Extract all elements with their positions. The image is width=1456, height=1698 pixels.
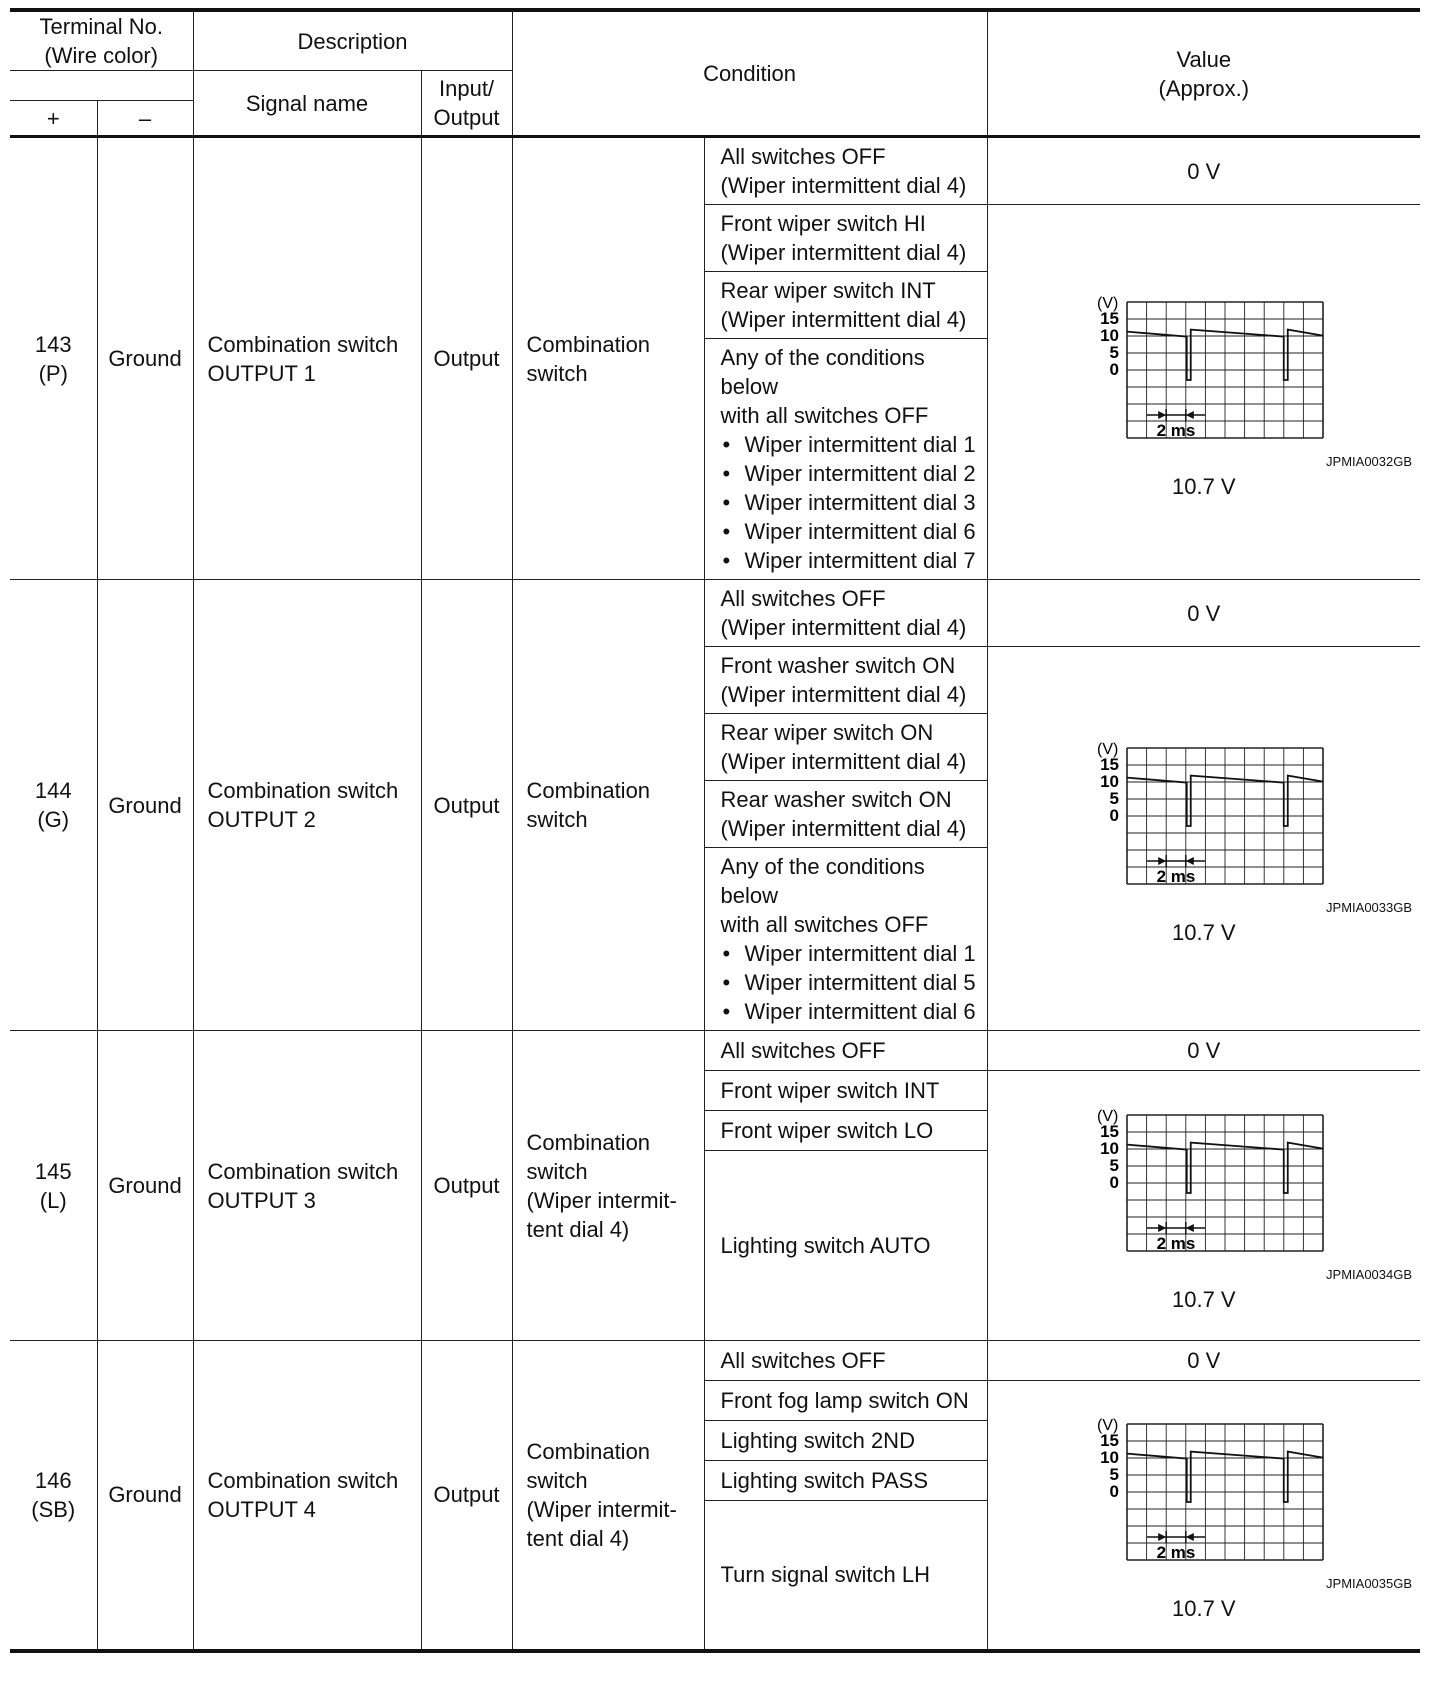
- header-value: [987, 10, 1420, 137]
- signal-name: [193, 580, 421, 1031]
- condition-line: (Wiper intermittent dial 4): [720, 173, 967, 198]
- condition-main: [512, 1031, 704, 1341]
- waveform-voltage: 10.7 V: [1171, 920, 1236, 945]
- condition-main-line: tent dial 4): [526, 1216, 630, 1242]
- condition-bullet: • Wiper intermittent dial 7: [721, 546, 979, 575]
- condition-line: (Wiper intermittent dial 4): [720, 682, 967, 707]
- waveform-tick-label: 0: [1109, 1482, 1119, 1502]
- image-id: JPMIA0034GB: [1326, 1267, 1413, 1282]
- terminal-number: 143: [34, 331, 72, 357]
- condition-item: Front fog lamp switch ON: [704, 1381, 987, 1421]
- condition-main: [512, 137, 704, 580]
- condition-bullets: [721, 939, 979, 1026]
- header-condition: Condition: [512, 10, 987, 137]
- condition-main-line: (Wiper intermit-: [526, 1187, 677, 1213]
- condition-bullet: • Wiper intermittent dial 1: [721, 939, 979, 968]
- waveform-voltage: 10.7 V: [1171, 1596, 1236, 1622]
- waveform-unit-label: (V): [1096, 1417, 1119, 1435]
- condition-main-line: switch: [526, 1467, 588, 1493]
- time-scale-label: 2 ms: [1156, 1543, 1196, 1563]
- waveform-figure: [988, 1097, 1421, 1314]
- value-cell: 0 V: [987, 580, 1420, 647]
- terminal-144: [10, 580, 97, 1031]
- header-terminal-no: Terminal No.: [39, 14, 163, 39]
- waveform-cell: [987, 647, 1420, 1031]
- waveform-graph: [1069, 1097, 1339, 1267]
- condition-main-line: switch: [526, 1158, 588, 1184]
- signal-line: Combination switch: [207, 778, 399, 803]
- condition-item: Lighting switch PASS: [704, 1461, 987, 1501]
- wire-color: (L): [39, 1187, 67, 1213]
- waveform-tick-label: 5: [1109, 789, 1119, 808]
- io-cell: Output: [421, 137, 512, 580]
- waveform-graph: [1069, 730, 1339, 900]
- time-scale-arrow: [1158, 1224, 1166, 1232]
- condition-item: Turn signal switch LH: [704, 1501, 987, 1651]
- condition-bullet: • Wiper intermittent dial 5: [721, 968, 979, 997]
- condition-item: [704, 714, 987, 781]
- waveform-tick-label: 10: [1099, 772, 1119, 791]
- waveform-tick-label: 15: [1099, 308, 1119, 328]
- signal-name: [193, 137, 421, 580]
- waveform-tick-label: 5: [1109, 342, 1119, 362]
- waveform-tick-label: 10: [1099, 325, 1119, 345]
- time-scale-arrow: [1158, 857, 1166, 865]
- waveform-voltage: 10.7 V: [1171, 1287, 1236, 1312]
- condition-item: [704, 137, 987, 205]
- condition-bullet: • Wiper intermittent dial 2: [721, 459, 979, 488]
- io-cell: Output: [421, 580, 512, 1031]
- signal-line: OUTPUT 2: [207, 807, 316, 832]
- waveform-unit-label: (V): [1096, 1108, 1119, 1125]
- signal-name: [193, 1031, 421, 1341]
- signal-line: Combination switch: [207, 1467, 399, 1493]
- condition-item: [704, 647, 987, 714]
- condition-main: [512, 1341, 704, 1651]
- condition-item: [704, 339, 987, 580]
- waveform-tick-label: 5: [1109, 1465, 1119, 1485]
- waveform-cell: [987, 205, 1420, 580]
- value-cell: 0 V: [987, 137, 1420, 205]
- time-scale-label: 2 ms: [1156, 867, 1196, 886]
- ground-cell: Ground: [97, 137, 193, 580]
- condition-bullet: • Wiper intermittent dial 6: [721, 997, 979, 1026]
- waveform-graph: [1069, 1406, 1339, 1576]
- value-cell: 0 V: [987, 1341, 1420, 1381]
- header-minus: –: [97, 101, 193, 137]
- waveform-tick-label: 0: [1109, 1173, 1119, 1192]
- condition-bullet: • Wiper intermittent dial 1: [721, 430, 979, 459]
- waveform-tick-label: 15: [1099, 755, 1119, 774]
- time-scale-arrow: [1186, 1224, 1194, 1232]
- waveform-tick-label: 15: [1099, 1431, 1119, 1451]
- condition-line: (Wiper intermittent dial 4): [720, 615, 967, 640]
- condition-main-line: (Wiper intermit-: [526, 1496, 677, 1522]
- waveform-tick-label: 0: [1109, 806, 1119, 825]
- header-input-output-label: Input/ Output: [433, 76, 500, 130]
- condition-line: Any of the conditions below: [720, 345, 925, 399]
- ground-cell: Ground: [97, 1341, 193, 1651]
- condition-bullet: • Wiper intermittent dial 3: [721, 488, 979, 517]
- wire-color: (G): [37, 807, 70, 832]
- waveform-figure: [988, 1406, 1421, 1623]
- condition-line: Rear wiper switch INT: [720, 278, 936, 303]
- condition-line: with all switches OFF: [720, 403, 929, 428]
- time-scale-label: 2 ms: [1156, 420, 1196, 440]
- io-cell: Output: [421, 1031, 512, 1341]
- condition-line: Rear wiper switch ON: [720, 720, 934, 745]
- condition-item: [704, 781, 987, 848]
- condition-main-line: Combination: [526, 331, 651, 357]
- waveform-unit-label: (V): [1096, 294, 1119, 312]
- condition-main: [512, 580, 704, 1031]
- condition-line: (Wiper intermittent dial 4): [720, 240, 967, 265]
- time-scale-arrow: [1186, 1533, 1194, 1541]
- terminal-146: [10, 1341, 97, 1651]
- terminal-145: [10, 1031, 97, 1341]
- waveform-tick-label: 10: [1099, 1448, 1119, 1468]
- condition-item: All switches OFF: [704, 1031, 987, 1071]
- waveform-figure: [988, 730, 1421, 947]
- signal-line: OUTPUT 1: [207, 360, 316, 386]
- ground-cell: Ground: [97, 1031, 193, 1341]
- condition-line: All switches OFF: [720, 144, 886, 169]
- condition-item: [704, 272, 987, 339]
- waveform-tick-label: 0: [1109, 359, 1119, 379]
- condition-main-line: Combination: [526, 1129, 651, 1155]
- signal-line: Combination switch: [207, 331, 399, 357]
- time-scale-arrow: [1158, 1533, 1166, 1541]
- image-id: JPMIA0032GB: [1326, 453, 1413, 469]
- condition-main-line: switch: [526, 807, 588, 832]
- condition-item: Lighting switch AUTO: [704, 1151, 987, 1341]
- header-terminal: [10, 10, 193, 71]
- header-input-output: [421, 71, 512, 137]
- waveform-figure: [988, 284, 1421, 501]
- condition-main-line: tent dial 4): [526, 1525, 630, 1551]
- wire-color: (P): [38, 360, 68, 386]
- condition-item: Lighting switch 2ND: [704, 1421, 987, 1461]
- condition-line: Rear washer switch ON: [720, 787, 952, 812]
- waveform-voltage: 10.7 V: [1171, 473, 1236, 499]
- image-id: JPMIA0033GB: [1326, 900, 1413, 915]
- waveform-tick-label: 10: [1099, 1139, 1119, 1158]
- waveform-cell: [987, 1071, 1420, 1341]
- condition-item: [704, 205, 987, 272]
- waveform-graph: [1069, 284, 1339, 454]
- condition-main-line: Combination: [526, 1438, 651, 1464]
- header-value-label: Value: [1176, 46, 1232, 72]
- time-scale-arrow: [1158, 411, 1166, 419]
- condition-line: Front washer switch ON: [720, 653, 956, 678]
- condition-main-line: switch: [526, 360, 588, 386]
- terminal-number: 145: [34, 1158, 72, 1184]
- condition-line: (Wiper intermittent dial 4): [720, 307, 967, 332]
- condition-line: Any of the conditions below: [720, 854, 925, 908]
- signal-line: OUTPUT 3: [207, 1187, 316, 1213]
- condition-bullet: • Wiper intermittent dial 6: [721, 517, 979, 546]
- condition-line: with all switches OFF: [720, 912, 929, 937]
- condition-item: All switches OFF: [704, 1341, 987, 1381]
- terminal-143: [10, 137, 97, 580]
- condition-line: Front wiper switch HI: [720, 211, 926, 236]
- waveform-tick-label: 5: [1109, 1156, 1119, 1175]
- waveform-cell: [987, 1381, 1420, 1651]
- signal-line: Combination switch: [207, 1158, 399, 1184]
- terminal-table: [10, 8, 1420, 1653]
- time-scale-label: 2 ms: [1156, 1234, 1196, 1253]
- header-description: Description: [193, 10, 512, 71]
- io-cell: Output: [421, 1341, 512, 1651]
- header-plus: +: [10, 101, 97, 137]
- terminal-number: 146: [34, 1467, 72, 1493]
- condition-line: (Wiper intermittent dial 4): [720, 816, 967, 841]
- time-scale-arrow: [1186, 411, 1194, 419]
- terminal-table-page: [10, 8, 1420, 1678]
- terminal-number: 144: [34, 778, 72, 803]
- condition-item: Front wiper switch INT: [704, 1071, 987, 1111]
- condition-item: Front wiper switch LO: [704, 1111, 987, 1151]
- image-id: JPMIA0035GB: [1326, 1576, 1413, 1592]
- condition-item: [704, 580, 987, 647]
- waveform-tick-label: 15: [1099, 1122, 1119, 1141]
- wire-color: (SB): [31, 1496, 76, 1522]
- header-signal-name: Signal name: [193, 71, 421, 137]
- header-value-approx: (Approx.): [1158, 75, 1250, 101]
- condition-line: (Wiper intermittent dial 4): [720, 749, 967, 774]
- condition-line: All switches OFF: [720, 586, 886, 611]
- condition-main-line: Combination: [526, 778, 651, 803]
- header-wire-color: (Wire color): [44, 43, 159, 68]
- time-scale-arrow: [1186, 857, 1194, 865]
- signal-name: [193, 1341, 421, 1651]
- condition-bullets: [721, 430, 979, 575]
- ground-cell: Ground: [97, 580, 193, 1031]
- waveform-unit-label: (V): [1096, 741, 1119, 758]
- signal-line: OUTPUT 4: [207, 1496, 316, 1522]
- condition-item: [704, 848, 987, 1031]
- value-cell: 0 V: [987, 1031, 1420, 1071]
